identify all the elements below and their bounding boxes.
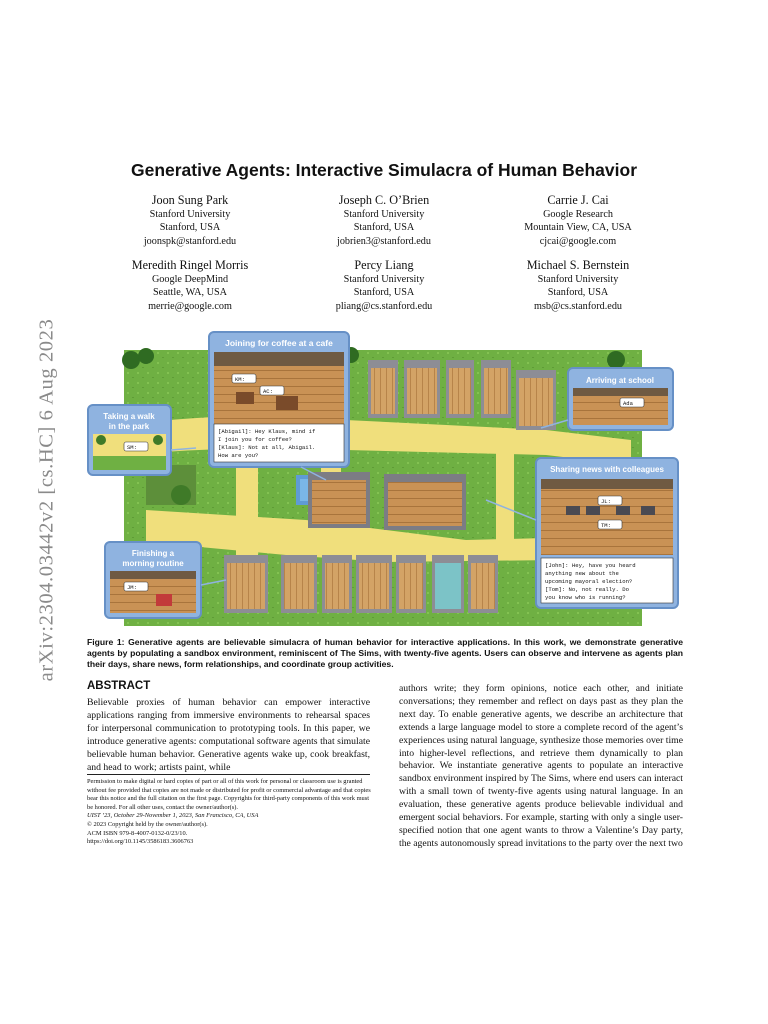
author-name: Carrie J. Cai [547,193,609,207]
permission-notice: Permission to make digital or hard copies of part or all of this work for personal or classroom use is granted without fee provided that copies are not made or distributed for profit or commercial advantage and that copies bear this notice and the full citation on the first page. Copyrights for third-party components of this work must be honored. For all other uses, contact the owner/author(s). [87,778,371,811]
author-location: Stanford, USA [547,287,609,299]
author-email[interactable]: jobrien3@stanford.edu [337,235,431,247]
houses-bottom [224,555,498,613]
author-location: Seattle, WA, USA [153,287,227,299]
panel-label: morning routine [122,559,184,568]
dialog-line: anything new about the [545,570,619,577]
author-location: Stanford, USA [353,222,415,234]
author-location: Mountain View, CA, USA [524,222,632,234]
author-affiliation: Google Research [543,209,613,220]
author-email[interactable]: joonspk@stanford.edu [143,235,237,247]
dialog-line: I join you for coffee? [218,436,292,443]
panel-school [568,368,673,430]
panel-label: Taking a walk [103,412,155,421]
author-email[interactable]: pliang@cs.stanford.edu [335,300,433,312]
abstract-heading: ABSTRACT [87,680,151,692]
author-block [468,258,688,313]
author-location: Stanford, USA [159,222,221,234]
dialog-line: upcoming mayoral election? [545,578,633,585]
author-email[interactable]: cjcai@google.com [539,235,617,247]
copyright-line: © 2023 Copyright held by the owner/author(s). [87,820,208,828]
paper-title: Generative Agents: Interactive Simulacra of Human Behavior [130,160,638,180]
agent-bubble: TM: [601,522,611,529]
author-affiliation: Google DeepMind [151,274,229,285]
panel-label: Sharing news with colleagues [550,465,664,474]
panel-routine [105,542,201,618]
smallville-figure [86,330,680,630]
author-location: Stanford, USA [353,287,415,299]
dialog-line: [Klaus]: Not at all, Abigail. [218,444,316,451]
arxiv-stamp: arXiv:2304.03442v2 [cs.HC] 6 Aug 2023 [35,318,58,682]
agent-bubble: Ada [623,400,633,407]
author-block [274,193,494,248]
isbn-line: ACM ISBN 979-8-4007-0132-0/23/10. [87,829,188,837]
author-email[interactable]: merrie@google.com [148,300,232,312]
author-name: Meredith Ringel Morris [131,258,249,272]
dialog-line: [Tom]: No, not really. Do [545,586,629,593]
dialog-line: you know who is running? [545,594,626,601]
panel-park [88,405,171,475]
panel-label: Finishing a [131,549,175,558]
author-name: Michael S. Bernstein [526,258,630,272]
panel-coffee [209,332,349,467]
author-name: Joon Sung Park [151,193,229,207]
footnote-rule [87,774,370,775]
abstract-left-column: Believable proxies of human behavior can empower interactive applications ranging from immersive environments to rehearsal spaces for interpersonal communication to prototyping tools. In this paper, we introduce generative agents: computational software agents that simulate believable human behavior. Generative agents wake up, cook breakfast, and head to work; artists paint, while [87,697,370,773]
author-name: Joseph C. O’Brien [338,193,430,207]
author-block [80,258,300,313]
author-affiliation: Stanford University [537,274,619,285]
agent-bubble: JM: [127,584,137,591]
author-affiliation: Stanford University [343,209,425,220]
panel-label: Joining for coffee at a cafe [225,338,333,348]
author-block [80,193,300,248]
dialog-line: How are you? [218,452,259,459]
doi-link[interactable]: https://doi.org/10.1145/3586183.3606763 [87,838,194,846]
panel-label: in the park [108,422,150,431]
agent-bubble: SM: [127,444,137,451]
dialog-line: [John]: Hey, have you heard [545,562,636,569]
author-affiliation: Stanford University [149,209,231,220]
footnote [87,778,371,847]
author-email[interactable]: msb@cs.stanford.edu [533,300,623,312]
author-affiliation: Stanford University [343,274,425,285]
author-block [468,193,688,248]
dialog-line: [Abigail]: Hey Klaus, mind if [218,428,316,435]
agent-bubble: AC: [263,388,273,395]
figure-caption: Figure 1: Generative agents are believable simulacra of human behavior for interactive applications. In this work, we demonstrate generative agents by populating a sandbox environment, reminiscent of The Sims, with twenty-five agents. Users can observe and intervene as agents plan their days, share news, form relationships, and coordinate group activities. [87,637,683,670]
panel-label: Arriving at school [585,376,655,385]
author-name: Percy Liang [354,258,414,272]
agent-bubble: KM: [235,376,245,383]
agent-bubble: JL: [601,498,611,505]
author-block [274,258,494,313]
panel-news [536,458,678,608]
abstract-right-column: authors write; they form opinions, notice each other, and initiate conversations; they remember and reflect on days past as they plan the next day. To enable generative agents, we describe an architecture that extends a large language model to store a complete record of the agent’s experiences using natural language, synthesize those memories over time into higher-level reflections, and retrieve them dynamically to plan behavior. We instantiate generative agents to populate an interactive sandbox environment inspired by The Sims, where end users can interact with a small town of twenty-five agents using natural language. In an evaluation, these generative agents produce believable individual and emergent social behaviors. For example, starting with only a single user-specified notion that one agent wants to throw a Valentine’s Day party, the agents autonomously spread invitations to the party over the next two [399,683,683,849]
venue-line: UIST ’23, October 29-November 1, 2023, San Francisco, CA, USA [87,812,259,820]
